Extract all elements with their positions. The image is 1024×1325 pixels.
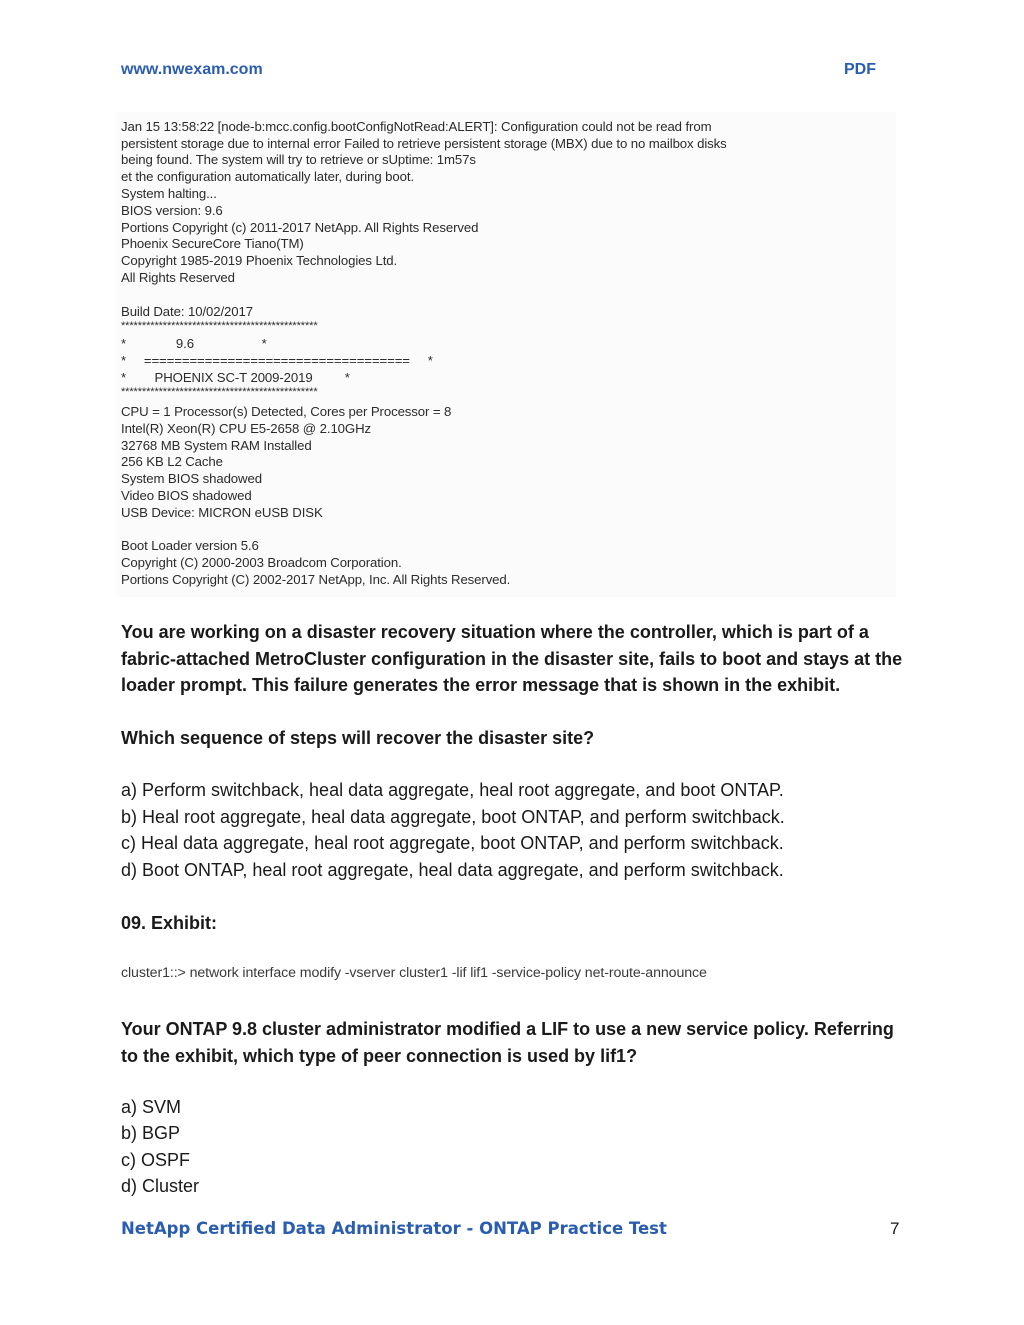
exhibit-line: BIOS version: 9.6 (121, 203, 223, 218)
question-prompt: Which sequence of steps will recover the disaster site? (121, 728, 595, 748)
exhibit-line: *********************************************** (121, 320, 318, 332)
exhibit-command: cluster1::> network interface modify -vserver cluster1 -lif lif1 -service-policy net-route-announce (121, 965, 707, 981)
exhibit-line: CPU = 1 Processor(s) Detected, Cores per Processor = 8 (121, 404, 452, 419)
exhibit-line: All Rights Reserved (121, 270, 235, 285)
site-url[interactable]: www.nwexam.com (121, 61, 263, 78)
exhibit-line: *********************************************** (121, 386, 318, 398)
page-number: 7 (890, 1219, 900, 1238)
answer-option: a) Perform switchback, heal data aggregate, heal root aggregate, and boot ONTAP. (121, 780, 784, 800)
exhibit-line: Phoenix SecureCore Tiano(TM) (121, 236, 304, 251)
pdf-label: PDF (844, 61, 876, 78)
answer-option: c) Heal data aggregate, heal root aggregate, boot ONTAP, and perform switchback. (121, 833, 784, 853)
exhibit-line: * 9.6 * (121, 336, 267, 351)
answer-option: b) Heal root aggregate, heal data aggregate, boot ONTAP, and perform switchback. (121, 807, 785, 827)
exhibit-line: USB Device: MICRON eUSB DISK (121, 505, 323, 520)
exhibit-line: 32768 MB System RAM Installed (121, 438, 312, 453)
exhibit-line: * =================================== * (121, 353, 433, 368)
question-number: 09. Exhibit: (121, 913, 218, 933)
exhibit-line: Portions Copyright (c) 2011-2017 NetApp. All Rights Reserved (121, 220, 479, 235)
answer-option: c) OSPF (121, 1150, 191, 1170)
exhibit-line: * PHOENIX SC-T 2009-2019 * (121, 370, 350, 385)
exhibit-line: 256 KB L2 Cache (121, 454, 223, 469)
footer-title: NetApp Certified Data Administrator - ONTAP Practice Test (121, 1219, 667, 1238)
answer-option: a) SVM (121, 1097, 182, 1117)
exhibit-line: et the configuration automatically later, during boot. (121, 169, 414, 184)
exhibit-line: Video BIOS shadowed (121, 488, 252, 503)
question-text: You are working on a disaster recovery situation where the controller, which is part of a fabric-attached MetroCluster configuration in the disaster site, fails to boot and stays at the loader prompt. This failure generates the error message that is shown in the exhibit. (121, 622, 903, 695)
exhibit-line: Boot Loader version 5.6 (121, 538, 259, 553)
exhibit-line: Copyright (C) 2000-2003 Broadcom Corporation. (121, 555, 402, 570)
exhibit-line: being found. The system will try to retrieve or sUptime: 1m57s (121, 152, 476, 167)
exhibit-line: System halting... (121, 186, 217, 201)
exhibit-line: Jan 15 13:58:22 [node-b:mcc.config.bootConfigNotRead:ALERT]: Configuration could not be read from (121, 119, 712, 134)
answer-option: d) Cluster (121, 1176, 200, 1196)
question-text: Your ONTAP 9.8 cluster administrator modified a LIF to use a new service policy. Referring to the exhibit, which type of peer connection is used by lif1? (121, 1019, 894, 1066)
exhibit-line: Build Date: 10/02/2017 (121, 304, 253, 319)
exhibit-image (116, 112, 896, 597)
answer-option: b) BGP (121, 1123, 181, 1143)
exhibit-line: Intel(R) Xeon(R) CPU E5-2658 @ 2.10GHz (121, 421, 371, 436)
exhibit-line: persistent storage due to internal error Failed to retrieve persistent storage (MBX) due to no mailbox disks (121, 136, 727, 151)
exhibit-line: System BIOS shadowed (121, 471, 262, 486)
exhibit-line: Copyright 1985-2019 Phoenix Technologies Ltd. (121, 253, 398, 268)
answer-option: d) Boot ONTAP, heal root aggregate, heal data aggregate, and perform switchback. (121, 860, 784, 880)
exhibit-line: Portions Copyright (C) 2002-2017 NetApp, Inc. All Rights Reserved. (121, 572, 511, 587)
